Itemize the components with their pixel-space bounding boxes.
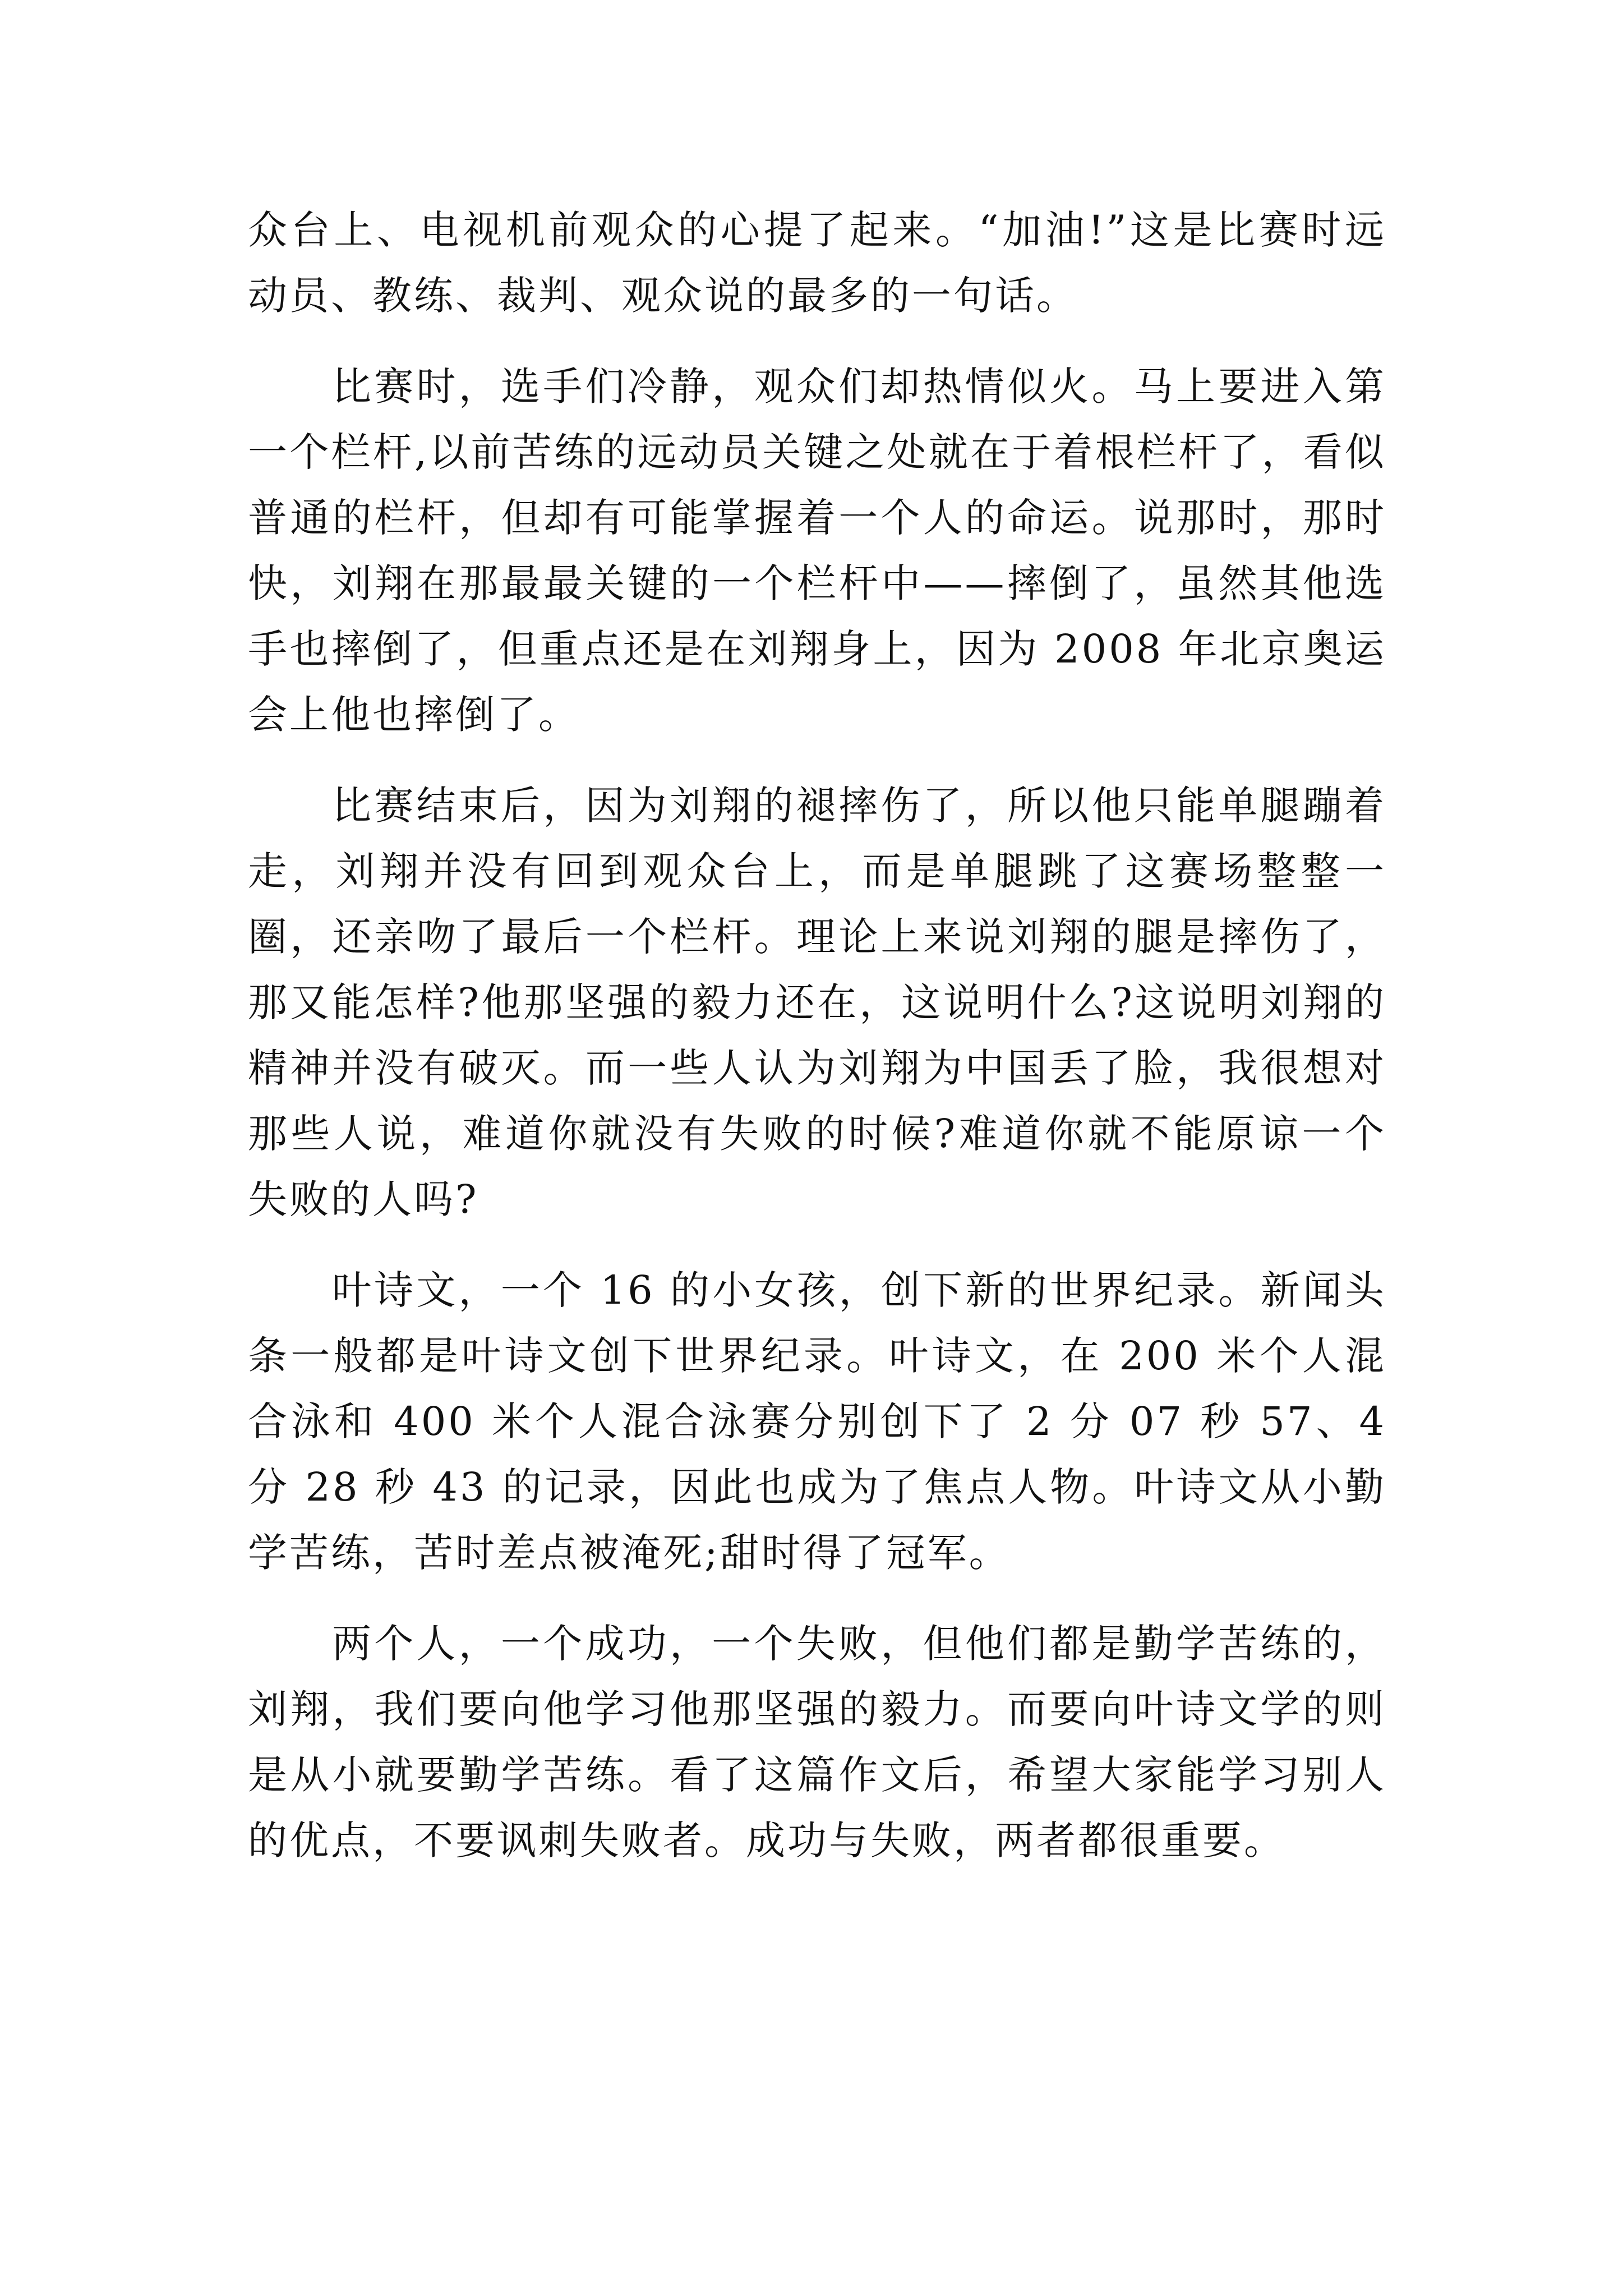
paragraph-1: 众台上、电视机前观众的心提了起来。“加油!”这是比赛时远动员、教练、裁判、观众说的最多的一句话。 (248, 207, 1386, 319)
paragraph-5: 两个人，一个成功，一个失败，但他们都是勤学苦练的，刘翔，我们要向他学习他那坚强的毅力。而要向叶诗文学的则是从小就要勤学苦练。看了这篇作文后，希望大家能学习别人的优点，不要讽刺失败者。成功与失败，两者都很重要。 (248, 1621, 1386, 1864)
essay-body (248, 197, 1386, 1874)
paragraph-2: 比赛时，选手们冷静，观众们却热情似火。马上要进入第一个栏杆,以前苦练的远动员关键之处就在于着根栏杆了，看似普通的栏杆，但却有可能掌握着一个人的命运。说那时，那时快，刘翔在那最最关键的一个栏杆中——摔倒了，虽然其他选手也摔倒了，但重点还是在刘翔身上，因为 2008 年北京奥运会上他也摔倒了。 (248, 364, 1386, 738)
paragraph-4: 叶诗文，一个 16 的小女孩，创下新的世界纪录。新闻头条一般都是叶诗文创下世界纪录。叶诗文，在 200 米个人混合泳和 400 米个人混合泳赛分别创下了 2 分 07 秒 57、4 分 28 秒 43 的记录，因此也成为了焦点人物。叶诗文从小勤学苦练，苦时差点被淹死;甜时得了冠军。 (248, 1267, 1386, 1576)
paragraph-3: 比赛结束后，因为刘翔的褪摔伤了，所以他只能单腿蹦着走，刘翔并没有回到观众台上，而是单腿跳了这赛场整整一圈，还亲吻了最后一个栏杆。理论上来说刘翔的腿是摔伤了，那又能怎样?他那坚强的毅力还在，这说明什么?这说明刘翔的精神并没有破灭。而一些人认为刘翔为中国丢了脸，我很想对那些人说，难道你就没有失败的时候?难道你就不能原谅一个失败的人吗? (248, 783, 1386, 1222)
